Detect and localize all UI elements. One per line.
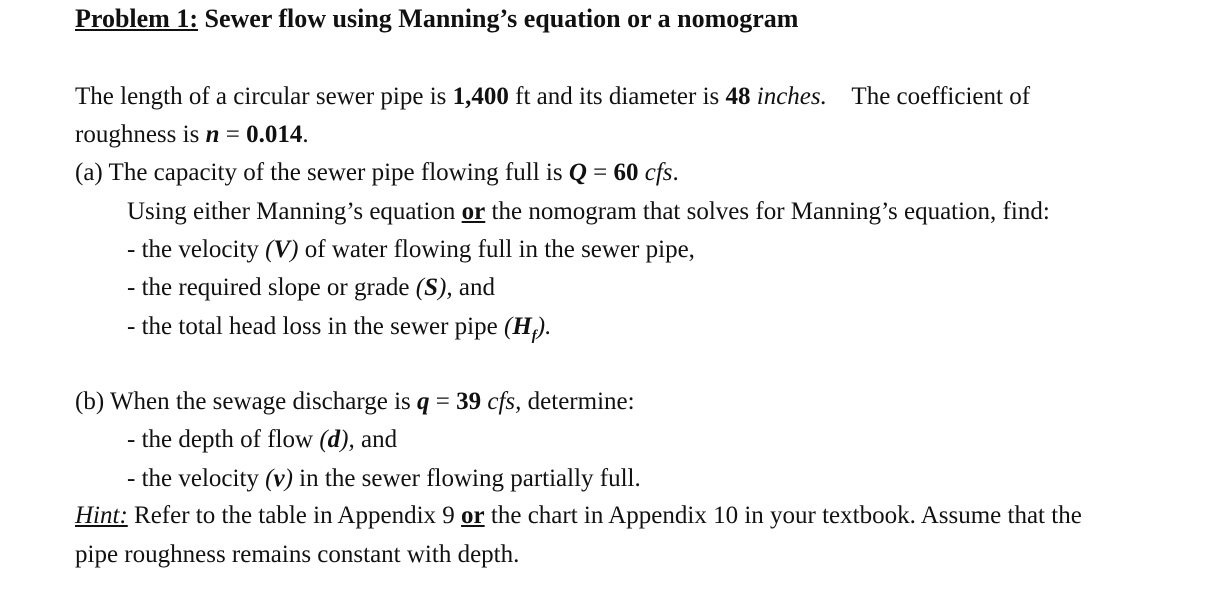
text-segment: The length of a circular sewer pipe is	[75, 83, 453, 110]
text-segment: (b) When the sewage discharge is	[75, 388, 418, 415]
text-segment: ft and its diameter is	[508, 83, 726, 110]
text-segment: ),	[340, 426, 355, 453]
text-segment: )	[284, 465, 293, 492]
text-segment: Using either Manning’s equation	[127, 198, 462, 225]
problem-label: Problem 1:	[75, 4, 198, 33]
intro-line-1	[75, 82, 1030, 112]
intro-line-2	[75, 120, 309, 150]
text-segment: and	[452, 274, 495, 301]
text-segment: - the velocity	[127, 465, 266, 492]
text-segment: (	[415, 274, 425, 301]
roughness-value: 0.014	[246, 121, 303, 148]
slope-variable: S	[424, 274, 439, 301]
discharge-unit: cfs,	[487, 388, 522, 415]
text-segment: - the total head loss in the sewer pipe	[127, 313, 504, 340]
part-a-bullet-velocity	[127, 235, 695, 265]
discharge-value: 39	[456, 388, 482, 415]
discharge-variable: q	[417, 388, 430, 415]
text-segment: Refer to the table in Appendix 9	[127, 502, 462, 529]
capacity-variable: Q	[568, 159, 587, 186]
part-b-bullet-velocity	[127, 464, 641, 494]
text-segment: =	[219, 121, 247, 148]
part-a-line-1	[75, 158, 679, 188]
hint-line-1	[75, 501, 1082, 531]
capacity-unit: cfs	[644, 159, 673, 186]
part-a-bullet-headloss	[127, 312, 551, 342]
problem-title	[75, 4, 798, 34]
part-a-line-2	[127, 197, 1050, 227]
text-segment: and	[354, 426, 398, 453]
hint-label: Hint:	[75, 502, 128, 529]
or-emphasis: or	[461, 198, 486, 225]
roughness-variable: n	[205, 121, 220, 148]
pipe-length-value: 1,400	[452, 83, 509, 110]
text-segment: the chart in Appendix 10 in your textbook. Assume that the	[484, 502, 1082, 529]
or-emphasis: or	[461, 502, 485, 529]
text-segment: ),	[438, 274, 453, 301]
text-segment: .	[672, 159, 679, 186]
headloss-variable: H	[512, 313, 532, 340]
part-a-bullet-slope	[127, 273, 495, 303]
partial-velocity-variable: v	[273, 465, 285, 492]
velocity-variable: V	[273, 236, 291, 263]
diameter-unit: inches.	[756, 83, 827, 110]
text-segment: (	[265, 465, 274, 492]
text-segment: (a) The capacity of the sewer pipe flowing full is	[75, 159, 569, 186]
part-b-bullet-depth	[127, 425, 397, 455]
text-segment: .	[302, 121, 309, 148]
text-segment: roughness is	[75, 121, 206, 148]
text-segment: =	[429, 388, 457, 415]
pipe-diameter-value: 48	[725, 83, 751, 110]
depth-variable: d	[327, 426, 341, 453]
text-segment: =	[586, 159, 614, 186]
text-segment: (	[265, 236, 274, 263]
text-segment: (	[503, 313, 513, 340]
capacity-value: 60	[613, 159, 639, 186]
text-segment: determine:	[521, 388, 635, 415]
problem-title-text: Sewer flow using Manning’s equation or a nomogram	[198, 4, 799, 33]
text-segment: - the velocity	[127, 236, 266, 263]
text-segment: - the depth of flow	[127, 426, 320, 453]
text-segment: (	[319, 426, 328, 453]
text-segment: in the sewer flowing partially full.	[292, 465, 641, 492]
text-segment: of water flowing full in the sewer pipe,	[298, 236, 695, 263]
text-segment: the nomogram that solves for Manning’s equation, find:	[485, 198, 1050, 225]
text-segment: ).	[536, 313, 552, 340]
headloss-subscript: f	[531, 328, 537, 344]
part-b-line-1	[75, 387, 635, 417]
hint-line-2: pipe roughness remains constant with depth.	[75, 541, 520, 568]
text-segment: )	[290, 236, 299, 263]
text-segment: - the required slope or grade	[127, 274, 416, 301]
text-segment: The coefficient of	[826, 83, 1031, 110]
